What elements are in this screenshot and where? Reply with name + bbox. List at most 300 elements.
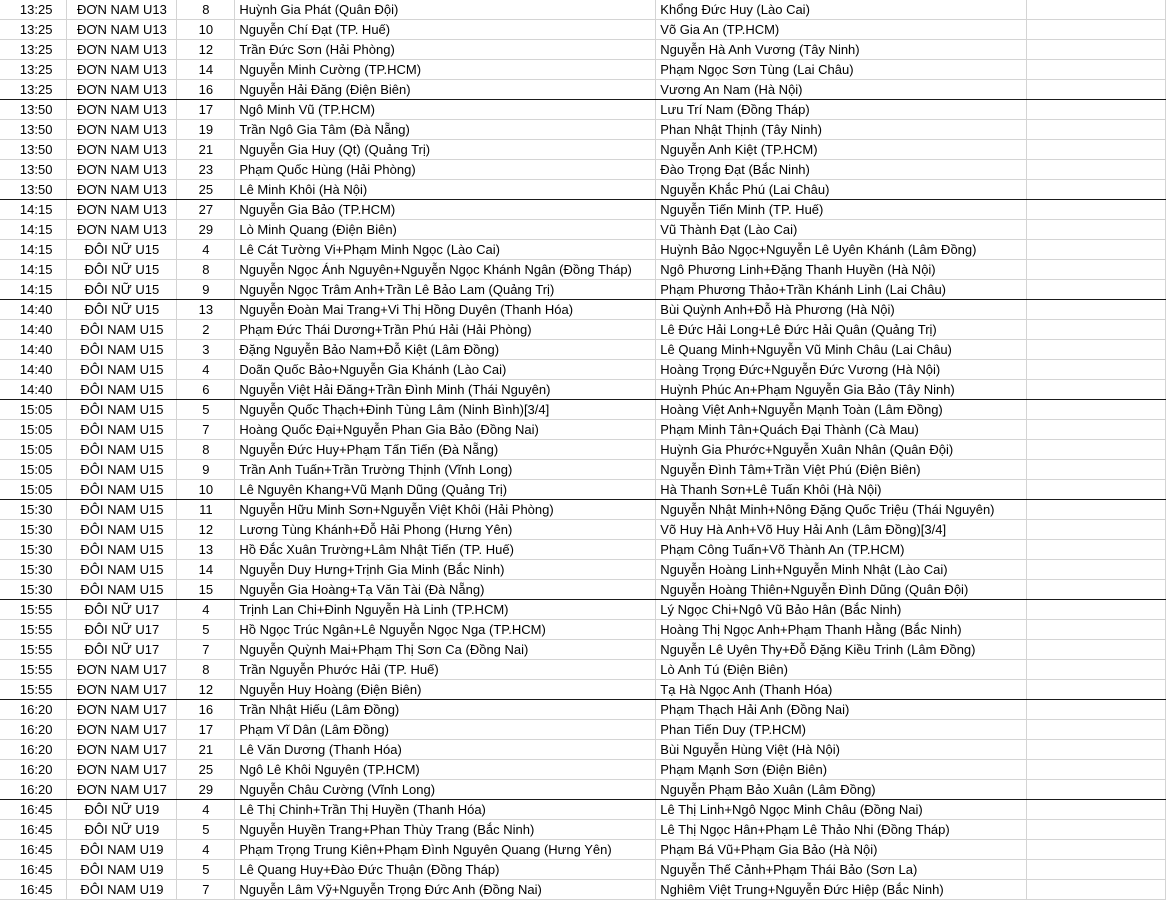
- cell-player-2[interactable]: Bùi Nguyễn Hùng Việt (Hà Nội): [656, 740, 1027, 760]
- cell-player-1[interactable]: Nguyễn Quỳnh Mai+Phạm Thị Sơn Ca (Đồng Nai): [235, 640, 656, 660]
- cell-time[interactable]: 15:30: [0, 560, 67, 580]
- cell-empty[interactable]: [1027, 680, 1166, 700]
- cell-player-2[interactable]: Nguyễn Tiến Minh (TP. Huế): [656, 200, 1027, 220]
- cell-empty[interactable]: [1027, 280, 1166, 300]
- cell-player-1[interactable]: Nguyễn Ngọc Ánh Nguyên+Nguyễn Ngọc Khánh Ngân (Đồng Tháp): [235, 260, 656, 280]
- table-row: [0, 500, 1166, 520]
- cell-time[interactable]: 15:55: [0, 600, 67, 620]
- cell-player-2[interactable]: Võ Huy Hà Anh+Võ Huy Hải Anh (Lâm Đồng)[3/4]: [656, 520, 1027, 540]
- cell-time[interactable]: 13:50: [0, 140, 67, 160]
- cell-player-2[interactable]: Lê Đức Hải Long+Lê Đức Hải Quân (Quảng Trị): [656, 320, 1027, 340]
- cell-event[interactable]: ĐÔI NAM U15: [67, 320, 177, 340]
- cell-empty[interactable]: [1027, 60, 1166, 80]
- table-row: [0, 400, 1166, 420]
- table-row: [0, 320, 1166, 340]
- cell-match-number[interactable]: 12: [177, 680, 235, 700]
- cell-player-1[interactable]: Nguyễn Duy Hưng+Trịnh Gia Minh (Bắc Ninh): [235, 560, 656, 580]
- cell-event[interactable]: ĐƠN NAM U17: [67, 680, 177, 700]
- cell-event[interactable]: ĐÔI NỮ U15: [67, 240, 177, 260]
- cell-time[interactable]: 15:05: [0, 400, 67, 420]
- cell-player-1[interactable]: Phạm Vĩ Dân (Lâm Đồng): [235, 720, 656, 740]
- cell-time[interactable]: 15:05: [0, 440, 67, 460]
- cell-event[interactable]: ĐÔI NAM U15: [67, 520, 177, 540]
- cell-event[interactable]: ĐÔI NAM U15: [67, 380, 177, 400]
- cell-time[interactable]: 13:25: [0, 40, 67, 60]
- cell-empty[interactable]: [1027, 640, 1166, 660]
- cell-player-2[interactable]: Lò Anh Tú (Điện Biên): [656, 660, 1027, 680]
- cell-empty[interactable]: [1027, 0, 1166, 20]
- cell-match-number[interactable]: 17: [177, 100, 235, 120]
- cell-empty[interactable]: [1027, 840, 1166, 860]
- cell-event[interactable]: ĐƠN NAM U13: [67, 120, 177, 140]
- cell-time[interactable]: 15:55: [0, 640, 67, 660]
- cell-player-1[interactable]: Nguyễn Quốc Thạch+Đinh Tùng Lâm (Ninh Bình)[3/4]: [235, 400, 656, 420]
- cell-player-2[interactable]: Nguyễn Anh Kiệt (TP.HCM): [656, 140, 1027, 160]
- cell-empty[interactable]: [1027, 880, 1166, 900]
- cell-empty[interactable]: [1027, 340, 1166, 360]
- cell-event[interactable]: ĐÔI NAM U15: [67, 540, 177, 560]
- cell-player-2[interactable]: Huỳnh Gia Phước+Nguyễn Xuân Nhân (Quân Đội): [656, 440, 1027, 460]
- cell-empty[interactable]: [1027, 820, 1166, 840]
- cell-empty[interactable]: [1027, 760, 1166, 780]
- cell-event[interactable]: ĐÔI NỮ U17: [67, 640, 177, 660]
- cell-event[interactable]: ĐÔI NAM U15: [67, 460, 177, 480]
- cell-match-number[interactable]: 14: [177, 60, 235, 80]
- cell-match-number[interactable]: 8: [177, 440, 235, 460]
- cell-empty[interactable]: [1027, 420, 1166, 440]
- cell-player-2[interactable]: Nguyễn Lê Uyên Thy+Đỗ Đặng Kiều Trinh (Lâm Đồng): [656, 640, 1027, 660]
- table-row: [0, 740, 1166, 760]
- cell-player-1[interactable]: Lê Cát Tường Vi+Phạm Minh Ngọc (Lào Cai): [235, 240, 656, 260]
- cell-player-2[interactable]: Lê Quang Minh+Nguyễn Vũ Minh Châu (Lai Châu): [656, 340, 1027, 360]
- cell-event[interactable]: ĐÔI NỮ U17: [67, 600, 177, 620]
- cell-player-1[interactable]: Hoàng Quốc Đại+Nguyễn Phan Gia Bảo (Đồng Nai): [235, 420, 656, 440]
- cell-match-number[interactable]: 11: [177, 500, 235, 520]
- cell-player-2[interactable]: Vương An Nam (Hà Nội): [656, 80, 1027, 100]
- cell-time[interactable]: 14:40: [0, 380, 67, 400]
- cell-time[interactable]: 15:05: [0, 480, 67, 500]
- cell-player-1[interactable]: Lò Minh Quang (Điện Biên): [235, 220, 656, 240]
- cell-player-2[interactable]: Nguyễn Hoàng Linh+Nguyễn Minh Nhật (Lào Cai): [656, 560, 1027, 580]
- cell-empty[interactable]: [1027, 200, 1166, 220]
- cell-match-number[interactable]: 7: [177, 880, 235, 900]
- cell-empty[interactable]: [1027, 860, 1166, 880]
- cell-empty[interactable]: [1027, 360, 1166, 380]
- cell-empty[interactable]: [1027, 220, 1166, 240]
- cell-time[interactable]: 16:45: [0, 820, 67, 840]
- cell-time[interactable]: 16:20: [0, 700, 67, 720]
- cell-event[interactable]: ĐÔI NỮ U15: [67, 260, 177, 280]
- cell-player-2[interactable]: Nguyễn Hà Anh Vương (Tây Ninh): [656, 40, 1027, 60]
- cell-player-1[interactable]: Huỳnh Gia Phát (Quân Đội): [235, 0, 656, 20]
- cell-match-number[interactable]: 4: [177, 840, 235, 860]
- cell-player-1[interactable]: Nguyễn Đức Huy+Phạm Tấn Tiến (Đà Nẵng): [235, 440, 656, 460]
- cell-empty[interactable]: [1027, 560, 1166, 580]
- cell-match-number[interactable]: 16: [177, 700, 235, 720]
- cell-empty[interactable]: [1027, 540, 1166, 560]
- cell-time[interactable]: 16:20: [0, 780, 67, 800]
- cell-match-number[interactable]: 5: [177, 860, 235, 880]
- cell-player-2[interactable]: Bùi Quỳnh Anh+Đỗ Hà Phương (Hà Nội): [656, 300, 1027, 320]
- cell-player-2[interactable]: Phạm Bá Vũ+Phạm Gia Bảo (Hà Nội): [656, 840, 1027, 860]
- cell-player-1[interactable]: Doãn Quốc Bảo+Nguyễn Gia Khánh (Lào Cai): [235, 360, 656, 380]
- cell-player-1[interactable]: Nguyễn Gia Huy (Qt) (Quảng Trị): [235, 140, 656, 160]
- table-row: [0, 780, 1166, 800]
- cell-player-1[interactable]: Lương Tùng Khánh+Đỗ Hải Phong (Hưng Yên): [235, 520, 656, 540]
- cell-time[interactable]: 13:25: [0, 60, 67, 80]
- cell-match-number[interactable]: 29: [177, 780, 235, 800]
- cell-event[interactable]: ĐƠN NAM U13: [67, 20, 177, 40]
- table-row: [0, 760, 1166, 780]
- cell-player-1[interactable]: Ngô Lê Khôi Nguyên (TP.HCM): [235, 760, 656, 780]
- cell-time[interactable]: 14:15: [0, 280, 67, 300]
- cell-player-1[interactable]: Nguyễn Huy Hoàng (Điện Biên): [235, 680, 656, 700]
- table-row: [0, 100, 1166, 120]
- table-row: [0, 820, 1166, 840]
- cell-event[interactable]: ĐƠN NAM U13: [67, 80, 177, 100]
- cell-empty[interactable]: [1027, 120, 1166, 140]
- cell-event[interactable]: ĐƠN NAM U13: [67, 180, 177, 200]
- cell-empty[interactable]: [1027, 80, 1166, 100]
- table-row: [0, 540, 1166, 560]
- cell-player-2[interactable]: Nguyễn Phạm Bảo Xuân (Lâm Đồng): [656, 780, 1027, 800]
- cell-player-1[interactable]: Nguyễn Ngọc Trâm Anh+Trần Lê Bảo Lam (Quảng Trị): [235, 280, 656, 300]
- cell-event[interactable]: ĐƠN NAM U17: [67, 780, 177, 800]
- cell-match-number[interactable]: 4: [177, 360, 235, 380]
- table-row: [0, 20, 1166, 40]
- cell-time[interactable]: 13:50: [0, 100, 67, 120]
- cell-player-2[interactable]: Hoàng Việt Anh+Nguyễn Mạnh Toàn (Lâm Đồng): [656, 400, 1027, 420]
- cell-empty[interactable]: [1027, 620, 1166, 640]
- cell-match-number[interactable]: 13: [177, 540, 235, 560]
- cell-player-1[interactable]: Nguyễn Việt Hải Đăng+Trần Đình Minh (Thái Nguyên): [235, 380, 656, 400]
- cell-time[interactable]: 14:40: [0, 360, 67, 380]
- cell-player-2[interactable]: Phạm Công Tuấn+Võ Thành An (TP.HCM): [656, 540, 1027, 560]
- cell-empty[interactable]: [1027, 800, 1166, 820]
- table-row: [0, 300, 1166, 320]
- table-row: [0, 480, 1166, 500]
- cell-player-1[interactable]: Nguyễn Hải Đăng (Điện Biên): [235, 80, 656, 100]
- cell-empty[interactable]: [1027, 160, 1166, 180]
- cell-player-2[interactable]: Vũ Thành Đạt (Lào Cai): [656, 220, 1027, 240]
- cell-time[interactable]: 13:25: [0, 80, 67, 100]
- cell-player-1[interactable]: Phạm Quốc Hùng (Hải Phòng): [235, 160, 656, 180]
- cell-player-1[interactable]: Lê Minh Khôi (Hà Nội): [235, 180, 656, 200]
- cell-empty[interactable]: [1027, 440, 1166, 460]
- cell-event[interactable]: ĐƠN NAM U13: [67, 140, 177, 160]
- table-row: [0, 120, 1166, 140]
- cell-match-number[interactable]: 27: [177, 200, 235, 220]
- cell-player-2[interactable]: Nghiêm Việt Trung+Nguyễn Đức Hiệp (Bắc Ninh): [656, 880, 1027, 900]
- cell-event[interactable]: ĐƠN NAM U13: [67, 160, 177, 180]
- cell-player-1[interactable]: Lê Nguyên Khang+Vũ Mạnh Dũng (Quảng Trị): [235, 480, 656, 500]
- cell-event[interactable]: ĐÔI NỮ U19: [67, 820, 177, 840]
- cell-event[interactable]: ĐÔI NAM U15: [67, 420, 177, 440]
- cell-event[interactable]: ĐÔI NỮ U17: [67, 620, 177, 640]
- cell-empty[interactable]: [1027, 500, 1166, 520]
- cell-empty[interactable]: [1027, 740, 1166, 760]
- cell-player-2[interactable]: Lý Ngọc Chi+Ngô Vũ Bảo Hân (Bắc Ninh): [656, 600, 1027, 620]
- cell-empty[interactable]: [1027, 660, 1166, 680]
- cell-match-number[interactable]: 4: [177, 600, 235, 620]
- cell-time[interactable]: 16:20: [0, 760, 67, 780]
- cell-player-2[interactable]: Hoàng Trọng Đức+Nguyễn Đức Vương (Hà Nội): [656, 360, 1027, 380]
- cell-match-number[interactable]: 23: [177, 160, 235, 180]
- cell-player-1[interactable]: Phạm Đức Thái Dương+Trần Phú Hải (Hải Phòng): [235, 320, 656, 340]
- cell-match-number[interactable]: 6: [177, 380, 235, 400]
- cell-event[interactable]: ĐƠN NAM U13: [67, 60, 177, 80]
- cell-event[interactable]: ĐƠN NAM U13: [67, 220, 177, 240]
- table-row: [0, 380, 1166, 400]
- cell-event[interactable]: ĐÔI NỮ U19: [67, 800, 177, 820]
- cell-time[interactable]: 14:15: [0, 220, 67, 240]
- table-row: [0, 140, 1166, 160]
- cell-match-number[interactable]: 4: [177, 240, 235, 260]
- cell-player-1[interactable]: Nguyễn Chí Đạt (TP. Huế): [235, 20, 656, 40]
- cell-empty[interactable]: [1027, 260, 1166, 280]
- table-row: [0, 280, 1166, 300]
- cell-time[interactable]: 15:55: [0, 620, 67, 640]
- cell-event[interactable]: ĐÔI NAM U15: [67, 400, 177, 420]
- cell-empty[interactable]: [1027, 380, 1166, 400]
- cell-player-2[interactable]: Nguyễn Đình Tâm+Trần Việt Phú (Điện Biên): [656, 460, 1027, 480]
- cell-player-1[interactable]: Phạm Trọng Trung Kiên+Phạm Đình Nguyên Quang (Hưng Yên): [235, 840, 656, 860]
- cell-empty[interactable]: [1027, 460, 1166, 480]
- cell-event[interactable]: ĐÔI NAM U15: [67, 580, 177, 600]
- cell-event[interactable]: ĐƠN NAM U13: [67, 0, 177, 20]
- cell-player-2[interactable]: Nguyễn Khắc Phú (Lai Châu): [656, 180, 1027, 200]
- cell-time[interactable]: 16:20: [0, 720, 67, 740]
- cell-match-number[interactable]: 4: [177, 800, 235, 820]
- cell-time[interactable]: 15:05: [0, 460, 67, 480]
- cell-time[interactable]: 16:45: [0, 860, 67, 880]
- table-row: [0, 440, 1166, 460]
- cell-player-1[interactable]: Hồ Đắc Xuân Trường+Lâm Nhật Tiến (TP. Huế): [235, 540, 656, 560]
- cell-time[interactable]: 15:55: [0, 680, 67, 700]
- cell-empty[interactable]: [1027, 140, 1166, 160]
- cell-player-2[interactable]: Đào Trọng Đạt (Bắc Ninh): [656, 160, 1027, 180]
- cell-time[interactable]: 13:50: [0, 160, 67, 180]
- cell-match-number[interactable]: 21: [177, 740, 235, 760]
- cell-player-1[interactable]: Đặng Nguyễn Bảo Nam+Đỗ Kiệt (Lâm Đồng): [235, 340, 656, 360]
- cell-player-1[interactable]: Nguyễn Huyền Trang+Phan Thùy Trang (Bắc Ninh): [235, 820, 656, 840]
- cell-player-1[interactable]: Nguyễn Hữu Minh Sơn+Nguyễn Việt Khôi (Hải Phòng): [235, 500, 656, 520]
- cell-player-2[interactable]: Phạm Thạch Hải Anh (Đồng Nai): [656, 700, 1027, 720]
- cell-player-1[interactable]: Nguyễn Gia Hoàng+Tạ Văn Tài (Đà Nẵng): [235, 580, 656, 600]
- cell-event[interactable]: ĐÔI NAM U15: [67, 500, 177, 520]
- cell-player-1[interactable]: Trần Nhật Hiếu (Lâm Đồng): [235, 700, 656, 720]
- table-row: [0, 360, 1166, 380]
- cell-time[interactable]: 16:45: [0, 880, 67, 900]
- table-row: [0, 800, 1166, 820]
- cell-match-number[interactable]: 10: [177, 480, 235, 500]
- cell-match-number[interactable]: 5: [177, 400, 235, 420]
- cell-player-1[interactable]: Lê Văn Dương (Thanh Hóa): [235, 740, 656, 760]
- cell-match-number[interactable]: 17: [177, 720, 235, 740]
- cell-match-number[interactable]: 7: [177, 640, 235, 660]
- cell-time[interactable]: 15:55: [0, 660, 67, 680]
- table-row: [0, 40, 1166, 60]
- cell-event[interactable]: ĐƠN NAM U17: [67, 760, 177, 780]
- cell-player-2[interactable]: Nguyễn Thế Cảnh+Phạm Thái Bảo (Sơn La): [656, 860, 1027, 880]
- cell-player-2[interactable]: Nguyễn Hoàng Thiên+Nguyễn Đình Dũng (Quân Đội): [656, 580, 1027, 600]
- cell-player-1[interactable]: Lê Quang Huy+Đào Đức Thuận (Đồng Tháp): [235, 860, 656, 880]
- cell-event[interactable]: ĐÔI NAM U15: [67, 340, 177, 360]
- cell-time[interactable]: 14:15: [0, 260, 67, 280]
- cell-event[interactable]: ĐƠN NAM U17: [67, 660, 177, 680]
- cell-match-number[interactable]: 7: [177, 420, 235, 440]
- cell-player-2[interactable]: Ngô Phương Linh+Đặng Thanh Huyền (Hà Nội): [656, 260, 1027, 280]
- cell-time[interactable]: 14:40: [0, 300, 67, 320]
- cell-player-2[interactable]: Nguyễn Nhật Minh+Nông Đặng Quốc Triệu (Thái Nguyên): [656, 500, 1027, 520]
- cell-match-number[interactable]: 5: [177, 620, 235, 640]
- cell-player-2[interactable]: Phạm Ngọc Sơn Tùng (Lai Châu): [656, 60, 1027, 80]
- cell-player-2[interactable]: Phạm Mạnh Sơn (Điện Biên): [656, 760, 1027, 780]
- cell-match-number[interactable]: 10: [177, 20, 235, 40]
- cell-match-number[interactable]: 8: [177, 260, 235, 280]
- cell-player-1[interactable]: Lê Thị Chinh+Trần Thị Huyền (Thanh Hóa): [235, 800, 656, 820]
- table-row: [0, 880, 1166, 900]
- cell-empty[interactable]: [1027, 240, 1166, 260]
- cell-event[interactable]: ĐƠN NAM U17: [67, 700, 177, 720]
- cell-player-1[interactable]: Trần Anh Tuấn+Trần Trường Thịnh (Vĩnh Long): [235, 460, 656, 480]
- cell-player-1[interactable]: Hồ Ngọc Trúc Ngân+Lê Nguyễn Ngọc Nga (TP.HCM): [235, 620, 656, 640]
- cell-player-1[interactable]: Nguyễn Gia Bảo (TP.HCM): [235, 200, 656, 220]
- cell-player-2[interactable]: Võ Gia An (TP.HCM): [656, 20, 1027, 40]
- cell-empty[interactable]: [1027, 400, 1166, 420]
- cell-time[interactable]: 15:05: [0, 420, 67, 440]
- cell-event[interactable]: ĐƠN NAM U17: [67, 740, 177, 760]
- cell-time[interactable]: 15:30: [0, 520, 67, 540]
- cell-player-2[interactable]: Lê Thị Linh+Ngô Ngọc Minh Châu (Đồng Nai): [656, 800, 1027, 820]
- cell-match-number[interactable]: 13: [177, 300, 235, 320]
- cell-match-number[interactable]: 12: [177, 520, 235, 540]
- cell-time[interactable]: 15:30: [0, 500, 67, 520]
- cell-time[interactable]: 13:25: [0, 0, 67, 20]
- cell-match-number[interactable]: 25: [177, 760, 235, 780]
- cell-time[interactable]: 14:15: [0, 200, 67, 220]
- cell-match-number[interactable]: 3: [177, 340, 235, 360]
- cell-player-1[interactable]: Nguyễn Châu Cường (Vĩnh Long): [235, 780, 656, 800]
- cell-match-number[interactable]: 2: [177, 320, 235, 340]
- cell-player-1[interactable]: Trần Đức Sơn (Hải Phòng): [235, 40, 656, 60]
- cell-time[interactable]: 16:45: [0, 840, 67, 860]
- cell-event[interactable]: ĐÔI NỮ U15: [67, 300, 177, 320]
- cell-time[interactable]: 14:40: [0, 340, 67, 360]
- cell-empty[interactable]: [1027, 20, 1166, 40]
- cell-empty[interactable]: [1027, 100, 1166, 120]
- table-row: [0, 580, 1166, 600]
- cell-match-number[interactable]: 14: [177, 560, 235, 580]
- cell-player-1[interactable]: Nguyễn Minh Cường (TP.HCM): [235, 60, 656, 80]
- cell-player-1[interactable]: Nguyễn Lâm Vỹ+Nguyễn Trọng Đức Anh (Đồng Nai): [235, 880, 656, 900]
- cell-time[interactable]: 16:45: [0, 800, 67, 820]
- cell-player-2[interactable]: Huỳnh Bảo Ngọc+Nguyễn Lê Uyên Khánh (Lâm Đồng): [656, 240, 1027, 260]
- cell-match-number[interactable]: 9: [177, 280, 235, 300]
- cell-empty[interactable]: [1027, 300, 1166, 320]
- cell-event[interactable]: ĐƠN NAM U13: [67, 100, 177, 120]
- table-row: [0, 700, 1166, 720]
- cell-player-1[interactable]: Ngô Minh Vũ (TP.HCM): [235, 100, 656, 120]
- cell-player-2[interactable]: Hà Thanh Sơn+Lê Tuấn Khôi (Hà Nội): [656, 480, 1027, 500]
- cell-match-number[interactable]: 9: [177, 460, 235, 480]
- cell-event[interactable]: ĐƠN NAM U13: [67, 200, 177, 220]
- cell-match-number[interactable]: 21: [177, 140, 235, 160]
- table-row: [0, 520, 1166, 540]
- cell-event[interactable]: ĐƠN NAM U17: [67, 720, 177, 740]
- cell-player-2[interactable]: Hoàng Thị Ngọc Anh+Phạm Thanh Hằng (Bắc Ninh): [656, 620, 1027, 640]
- table-row: [0, 180, 1166, 200]
- cell-empty[interactable]: [1027, 700, 1166, 720]
- cell-event[interactable]: ĐÔI NỮ U15: [67, 280, 177, 300]
- cell-empty[interactable]: [1027, 720, 1166, 740]
- cell-time[interactable]: 16:20: [0, 740, 67, 760]
- cell-player-2[interactable]: Phạm Minh Tân+Quách Đại Thành (Cà Mau): [656, 420, 1027, 440]
- cell-time[interactable]: 15:30: [0, 540, 67, 560]
- cell-player-2[interactable]: Lưu Trí Nam (Đồng Tháp): [656, 100, 1027, 120]
- cell-match-number[interactable]: 8: [177, 0, 235, 20]
- cell-empty[interactable]: [1027, 40, 1166, 60]
- cell-match-number[interactable]: 19: [177, 120, 235, 140]
- table-row: [0, 240, 1166, 260]
- cell-empty[interactable]: [1027, 180, 1166, 200]
- cell-event[interactable]: ĐÔI NAM U15: [67, 440, 177, 460]
- cell-player-1[interactable]: Trần Nguyễn Phước Hải (TP. Huế): [235, 660, 656, 680]
- cell-player-2[interactable]: Phạm Phương Thảo+Trần Khánh Linh (Lai Châu): [656, 280, 1027, 300]
- cell-player-1[interactable]: Trịnh Lan Chi+Đinh Nguyễn Hà Linh (TP.HCM): [235, 600, 656, 620]
- cell-player-2[interactable]: Phan Tiến Duy (TP.HCM): [656, 720, 1027, 740]
- cell-event[interactable]: ĐÔI NAM U15: [67, 560, 177, 580]
- cell-match-number[interactable]: 25: [177, 180, 235, 200]
- cell-time[interactable]: 13:50: [0, 180, 67, 200]
- table-row: [0, 0, 1166, 20]
- cell-player-1[interactable]: Trần Ngô Gia Tâm (Đà Nẵng): [235, 120, 656, 140]
- cell-event[interactable]: ĐƠN NAM U13: [67, 40, 177, 60]
- cell-match-number[interactable]: 16: [177, 80, 235, 100]
- cell-match-number[interactable]: 5: [177, 820, 235, 840]
- cell-event[interactable]: ĐÔI NAM U15: [67, 360, 177, 380]
- cell-player-1[interactable]: Nguyễn Đoàn Mai Trang+Vi Thị Hồng Duyên (Thanh Hóa): [235, 300, 656, 320]
- cell-player-2[interactable]: Tạ Hà Ngọc Anh (Thanh Hóa): [656, 680, 1027, 700]
- table-row: [0, 600, 1166, 620]
- cell-event[interactable]: ĐÔI NAM U15: [67, 480, 177, 500]
- cell-empty[interactable]: [1027, 600, 1166, 620]
- cell-time[interactable]: 15:30: [0, 580, 67, 600]
- cell-empty[interactable]: [1027, 320, 1166, 340]
- cell-match-number[interactable]: 8: [177, 660, 235, 680]
- cell-empty[interactable]: [1027, 780, 1166, 800]
- cell-empty[interactable]: [1027, 580, 1166, 600]
- cell-player-2[interactable]: Huỳnh Phúc An+Phạm Nguyễn Gia Bảo (Tây Ninh): [656, 380, 1027, 400]
- cell-player-2[interactable]: Khổng Đức Huy (Lào Cai): [656, 0, 1027, 20]
- cell-time[interactable]: 14:15: [0, 240, 67, 260]
- cell-match-number[interactable]: 15: [177, 580, 235, 600]
- cell-empty[interactable]: [1027, 520, 1166, 540]
- table-row: [0, 640, 1166, 660]
- cell-player-2[interactable]: Lê Thị Ngọc Hân+Phạm Lê Thảo Nhi (Đồng Tháp): [656, 820, 1027, 840]
- table-row: [0, 460, 1166, 480]
- cell-event[interactable]: ĐÔI NAM U19: [67, 840, 177, 860]
- cell-time[interactable]: 13:25: [0, 20, 67, 40]
- cell-time[interactable]: 14:40: [0, 320, 67, 340]
- cell-empty[interactable]: [1027, 480, 1166, 500]
- cell-event[interactable]: ĐÔI NAM U19: [67, 860, 177, 880]
- cell-match-number[interactable]: 29: [177, 220, 235, 240]
- cell-player-2[interactable]: Phan Nhật Thịnh (Tây Ninh): [656, 120, 1027, 140]
- cell-match-number[interactable]: 12: [177, 40, 235, 60]
- cell-event[interactable]: ĐÔI NAM U19: [67, 880, 177, 900]
- cell-time[interactable]: 13:50: [0, 120, 67, 140]
